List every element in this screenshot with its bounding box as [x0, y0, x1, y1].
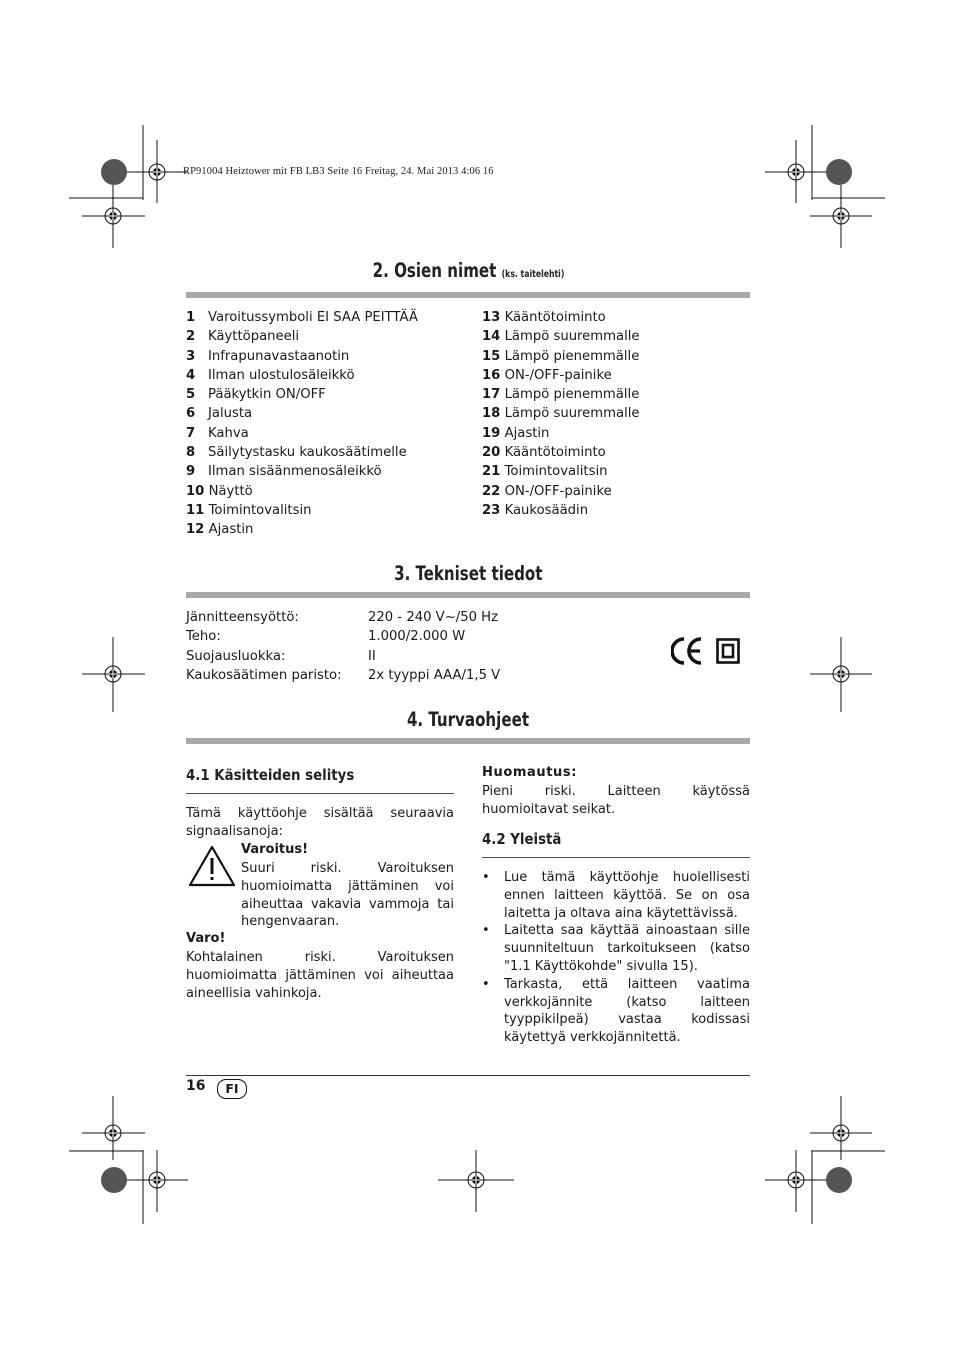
tech-specs [186, 608, 586, 685]
subsection-4-1-rule [186, 793, 454, 794]
list-item: 22 ON-/OFF-painike [482, 483, 612, 499]
list-item: 14 Lämpö suuremmalle [482, 329, 640, 345]
list-item: 18 Lämpö suuremmalle [482, 406, 640, 422]
spec-row: Jännitteensyöttö: 220 - 240 V~/50 Hz [186, 610, 499, 625]
ce-mark-icon [671, 636, 715, 666]
list-item: 21 Toimintovalitsin [482, 464, 608, 480]
section-3-heading [186, 562, 750, 585]
list-item: 15 Lämpö pienemmälle [482, 348, 640, 364]
list-item: 4 Ilman ulostulosäleikkö [186, 367, 355, 383]
note-label: Huomautus: [482, 765, 578, 780]
list-item: 5 Pääkytkin ON/OFF [186, 387, 326, 403]
list-item: • Laitetta saa käyttää ainoastaan sille suunniteltuun tarkoitukseen (katso "1.1 Käyttökohde" sivulla 15). [482, 923, 750, 974]
general-bullets [482, 869, 750, 1047]
note-text: Pieni riski. Laitteen käytössä huomioitavat seikat. [482, 784, 750, 817]
list-item: 7 Kahva [186, 425, 249, 441]
subsection-4-1-title: 4.1 Käsitteiden selitys [186, 766, 355, 784]
intro-text: Tämä käyttöohje sisältää seuraavia signaalisanoja: [186, 806, 454, 839]
language-code: FI [225, 1081, 239, 1096]
list-item: 12 Ajastin [186, 522, 254, 538]
subsection-4-2-title: 4.2 Yleistä [482, 830, 562, 848]
list-item: 10 Näyttö [186, 483, 253, 499]
language-badge [217, 1079, 247, 1099]
section-2-bar [186, 292, 750, 298]
list-item: 23 Kaukosäädin [482, 502, 589, 518]
section-4-title: 4. Turvaohjeet [406, 708, 530, 731]
list-item: 13 Kääntötoiminto [482, 310, 606, 325]
list-item: 2 Käyttöpaneeli [186, 329, 300, 345]
page-number: 16 [186, 1078, 206, 1094]
list-item: 6 Jalusta [186, 406, 253, 422]
caution-label: Varo! [186, 931, 226, 946]
spec-row: Suojausluokka: II [186, 648, 376, 664]
section-2-heading [186, 259, 750, 282]
warning-label: Varoitus! [241, 842, 309, 857]
list-item: 9 Ilman sisäänmenosäleikkö [186, 464, 382, 480]
class-ii-icon [716, 638, 740, 664]
list-item: • Lue tämä käyttöohje huolellisesti ennen laitteen käyttöä. Se on osa laitetta ja oltava aina käytettävissä. [482, 870, 750, 921]
section-4-heading [186, 708, 750, 731]
subsection-4-2-rule [482, 857, 750, 858]
list-item: 3 Infrapunavastaanotin [186, 348, 350, 364]
list-item: 19 Ajastin [482, 425, 550, 441]
list-item: • Tarkasta, että laitteen vaatima verkkojännite (katso laitteen tyyppikilpeä) vastaa kodissasi käytettyä verkkojännitettä. [482, 976, 750, 1046]
list-item: 16 ON-/OFF-painike [482, 367, 612, 383]
list-item: 17 Lämpö pienemmälle [482, 387, 640, 403]
list-item: 11 Toimintovalitsin [186, 502, 312, 518]
section-3-bar [186, 592, 750, 598]
parts-list-left [186, 308, 476, 540]
footer-rule [186, 1075, 750, 1076]
spec-row: Kaukosäätimen paristo: 2x tyyppi AAA/1,5 V [186, 667, 501, 683]
spec-row: Teho: 1.000/2.000 W [186, 629, 466, 645]
list-item: 8 Säilytystasku kaukosäätimelle [186, 445, 407, 461]
list-item: 20 Kääntötoiminto [482, 445, 606, 461]
list-item: 1 Varoitussymboli EI SAA PEITTÄÄ [186, 310, 418, 325]
warning-text: Suuri riski. Varoituksen huomioimatta jättäminen voi aiheuttaa vakavia vammoja tai hengenvaaran. [241, 861, 454, 930]
section-4-bar [186, 738, 750, 744]
section-3-title: 3. Tekniset tiedot [393, 562, 543, 585]
caution-text: Kohtalainen riski. Varoituksen huomioimatta jättäminen voi aiheuttaa aineellisia vahinkoja. [186, 950, 454, 1001]
parts-list-right [482, 308, 750, 520]
warning-triangle-icon [187, 844, 237, 888]
section-2-subtitle: (ks. taitelehti) [501, 269, 564, 280]
print-slug: RP91004 Heiztower mit FB LB3 Seite 16 Freitag, 24. Mai 2013 4:06 16 [183, 166, 494, 177]
section-2-title: 2. Osien nimet [372, 259, 496, 282]
